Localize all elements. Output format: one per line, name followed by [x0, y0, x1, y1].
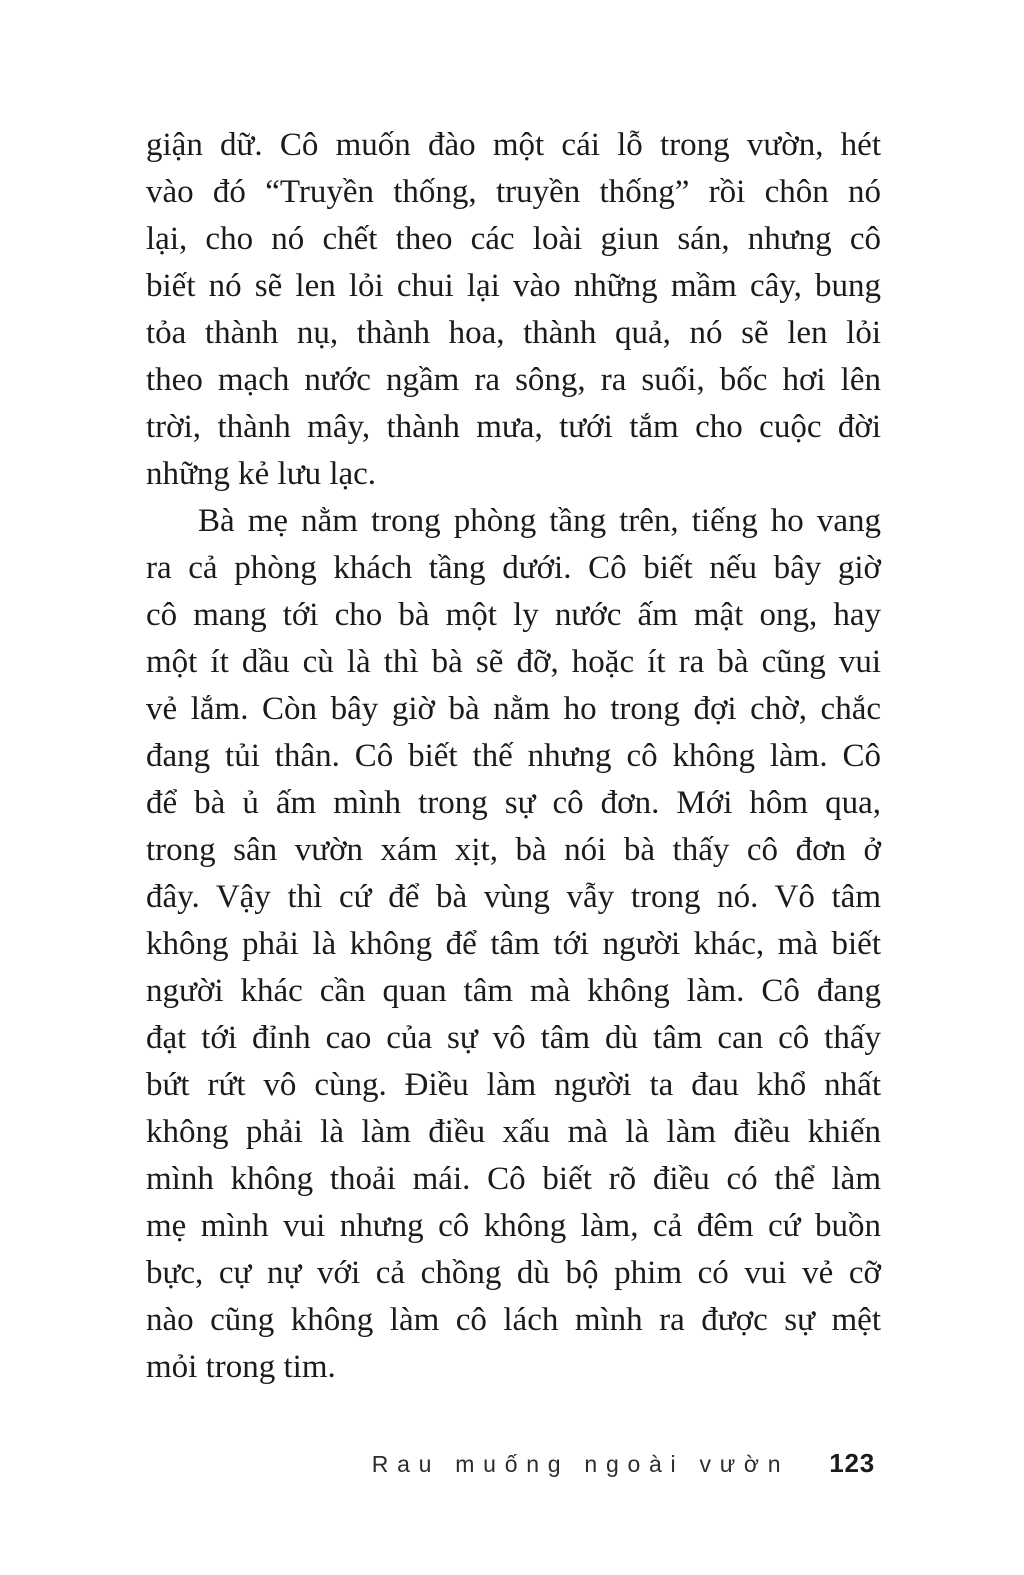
text-line: cô mang tới cho bà một ly nước ấm mật ong, hay — [146, 597, 881, 633]
text-line: trong sân vườn xám xịt, bà nói bà thấy cô đơn ở — [146, 832, 881, 868]
text-line: trời, thành mây, thành mưa, tưới tắm cho cuộc đời — [146, 409, 881, 445]
text-line: Bà mẹ nằm trong phòng tầng trên, tiếng ho vang — [198, 503, 881, 539]
text-line: vào đó “Truyền thống, truyền thống” rồi chôn nó — [146, 174, 881, 210]
page-number: 123 — [829, 1448, 875, 1478]
text-line: mình không thoải mái. Cô biết rõ điều có thể làm — [146, 1161, 881, 1197]
text-line: không phải là không để tâm tới người khác, mà biết — [146, 926, 881, 962]
text-line: người khác cần quan tâm mà không làm. Cô đang — [146, 973, 881, 1009]
text-line: vẻ lắm. Còn bây giờ bà nằm ho trong đợi chờ, chắc — [146, 691, 881, 727]
text-line: những kẻ lưu lạc. — [146, 456, 377, 492]
text-line: mỏi trong tim. — [146, 1349, 336, 1385]
text-line: đây. Vậy thì cứ để bà vùng vẫy trong nó. Vô tâm — [146, 879, 881, 915]
text-line: lại, cho nó chết theo các loài giun sán, nhưng cô — [146, 221, 881, 257]
text-line: theo mạch nước ngầm ra sông, ra suối, bốc hơi lên — [146, 362, 881, 398]
text-line: một ít dầu cù là thì bà sẽ đỡ, hoặc ít ra bà cũng vui — [146, 644, 881, 680]
text-line: bực, cự nự với cả chồng dù bộ phim có vui vẻ cỡ — [146, 1255, 881, 1291]
text-line: nào cũng không làm cô lách mình ra được sự mệt — [146, 1302, 881, 1338]
page-footer — [146, 1448, 875, 1479]
text-line: ra cả phòng khách tầng dưới. Cô biết nếu bây giờ — [146, 550, 881, 586]
text-line: mẹ mình vui nhưng cô không làm, cả đêm cứ buồn — [146, 1208, 881, 1244]
text-line: không phải là làm điều xấu mà là làm điều khiến — [146, 1114, 881, 1150]
text-line: đạt tới đỉnh cao của sự vô tâm dù tâm can cô thấy — [146, 1020, 881, 1056]
text-line: bứt rứt vô cùng. Điều làm người ta đau khổ nhất — [146, 1067, 881, 1103]
running-title: Rau muống ngoài vườn — [371, 1451, 790, 1477]
text-line: biết nó sẽ len lỏi chui lại vào những mầm cây, bung — [146, 268, 881, 304]
text-line: giận dữ. Cô muốn đào một cái lỗ trong vườn, hét — [146, 127, 881, 163]
text-line: để bà ủ ấm mình trong sự cô đơn. Mới hôm qua, — [146, 785, 881, 821]
body-text — [146, 122, 881, 1391]
text-line: đang tủi thân. Cô biết thế nhưng cô không làm. Cô — [146, 738, 881, 774]
text-line: tỏa thành nụ, thành hoa, thành quả, nó sẽ len lỏi — [146, 315, 881, 351]
